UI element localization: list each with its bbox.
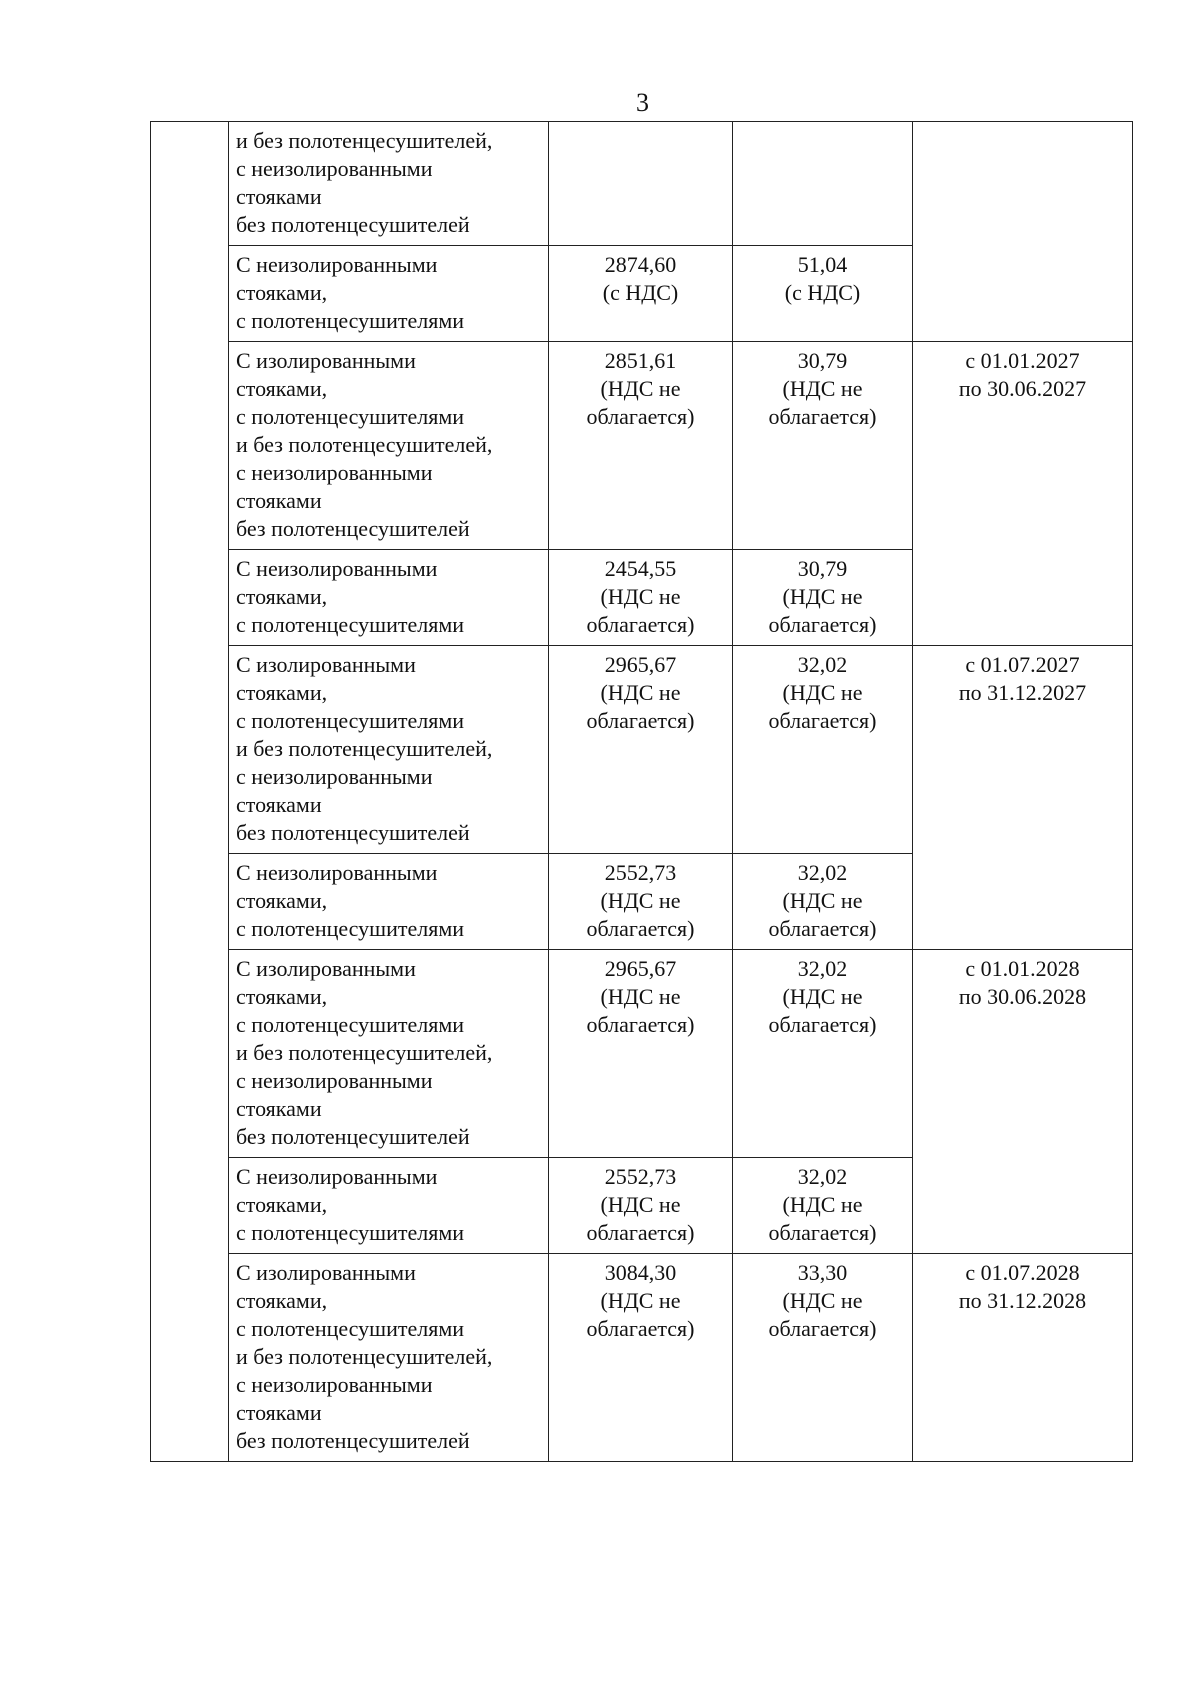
period-line: по 30.06.2028 [958,984,1087,1009]
norm-value-line: (НДС не [782,984,863,1009]
period-cell [913,1254,1133,1462]
norm-value-line: (НДС не [782,680,863,705]
description-cell [229,550,549,646]
desc-line: стояками [236,184,322,209]
desc-line: без полотенцесушителей [236,212,470,237]
desc-line: с полотенцесушителями [236,1012,465,1037]
desc-line: стояками, [236,1192,328,1217]
norm-value-cell [733,646,913,854]
norm-value-cell [733,854,913,950]
desc-line: стояками [236,792,322,817]
norm-value-line: 32,02 [797,652,848,677]
tariff-value-cell [549,1254,733,1462]
tariff-value-line: 2965,67 [604,956,677,981]
norm-value-line: облагается) [768,916,877,941]
tariff-value-line: облагается) [586,708,695,733]
desc-line: с неизолированными [236,156,433,181]
norm-value-line: 30,79 [797,348,848,373]
desc-line: с полотенцесушителями [236,1220,465,1245]
norm-value-cell [733,950,913,1158]
desc-line: без полотенцесушителей [236,1124,470,1149]
desc-line: С изолированными [236,1260,416,1285]
desc-line: с полотенцесушителями [236,1316,465,1341]
desc-line: без полотенцесушителей [236,1428,470,1453]
desc-line: стояками, [236,1288,328,1313]
tariff-value-line: (НДС не [600,1288,681,1313]
norm-value-cell [733,1158,913,1254]
tariff-value-line: 2454,55 [604,556,677,581]
desc-line: и без полотенцесушителей, [236,1040,493,1065]
table-row [151,950,1133,1158]
norm-value-line: облагается) [768,708,877,733]
desc-line: С неизолированными [236,556,438,581]
tariff-table [150,121,1133,1462]
norm-value-line: облагается) [768,1012,877,1037]
tariff-value-line: 2552,73 [604,860,677,885]
norm-value-line: 32,02 [797,1164,848,1189]
tariff-value-line: облагается) [586,916,695,941]
norm-value-line: 30,79 [797,556,848,581]
desc-line: стояками, [236,280,328,305]
tariff-value-line: облагается) [586,1012,695,1037]
period-cell [913,646,1133,950]
table-row [151,342,1133,550]
desc-line: и без полотенцесушителей, [236,736,493,761]
desc-line: стояками, [236,888,328,913]
norm-value-line: облагается) [768,612,877,637]
desc-line: стояками, [236,984,328,1009]
desc-line: С неизолированными [236,860,438,885]
tariff-value-line: облагается) [586,404,695,429]
description-cell [229,1158,549,1254]
tariff-value-line: облагается) [586,1316,695,1341]
norm-value-line: (с НДС) [784,280,861,305]
page-number: 3 [636,88,649,117]
row-number-cell [151,122,229,1462]
tariff-value-cell [549,1158,733,1254]
desc-line: С неизолированными [236,1164,438,1189]
desc-line: стояками, [236,584,328,609]
tariff-value-line: (НДС не [600,376,681,401]
tariff-value-line: (НДС не [600,888,681,913]
tariff-value-line: (с НДС) [602,280,679,305]
table-row [151,122,1133,246]
desc-line: с полотенцесушителями [236,404,465,429]
desc-line: С изолированными [236,652,416,677]
desc-line: с полотенцесушителями [236,708,465,733]
description-cell [229,122,549,246]
tariff-value-cell [549,646,733,854]
description-cell [229,342,549,550]
tariff-value-line: облагается) [586,612,695,637]
norm-value-line: (НДС не [782,376,863,401]
desc-line: без полотенцесушителей [236,516,470,541]
desc-line: стояками [236,1400,322,1425]
desc-line: с неизолированными [236,460,433,485]
norm-value-line: 51,04 [797,252,848,277]
tariff-value-line: 3084,30 [604,1260,677,1285]
desc-line: стояками [236,1096,322,1121]
desc-line: с неизолированными [236,1372,433,1397]
desc-line: без полотенцесушителей [236,820,470,845]
tariff-value-line: (НДС не [600,1192,681,1217]
norm-value-line: (НДС не [782,1192,863,1217]
table-row [151,646,1133,854]
tariff-value-cell [549,550,733,646]
period-cell [913,342,1133,646]
table-row [151,1254,1133,1462]
norm-value-cell [733,550,913,646]
tariff-value-cell [549,122,733,246]
desc-line: с неизолированными [236,1068,433,1093]
norm-value-line: (НДС не [782,888,863,913]
norm-value-line: облагается) [768,404,877,429]
period-line: с 01.07.2028 [965,1260,1080,1285]
description-cell [229,854,549,950]
tariff-value-cell [549,342,733,550]
norm-value-cell [733,1254,913,1462]
description-cell [229,1254,549,1462]
norm-value-cell [733,122,913,246]
desc-line: с неизолированными [236,764,433,789]
norm-value-line: 32,02 [797,860,848,885]
norm-value-line: облагается) [768,1220,877,1245]
tariff-value-cell [549,246,733,342]
norm-value-line: 33,30 [797,1260,848,1285]
description-cell [229,646,549,854]
tariff-value-line: 2552,73 [604,1164,677,1189]
tariff-value-cell [549,950,733,1158]
norm-value-line: (НДС не [782,1288,863,1313]
desc-line: С неизолированными [236,252,438,277]
tariff-value-line: 2965,67 [604,652,677,677]
norm-value-cell [733,342,913,550]
tariff-table-body [151,122,1133,1462]
description-cell [229,246,549,342]
tariff-value-line: облагается) [586,1220,695,1245]
desc-line: с полотенцесушителями [236,612,465,637]
desc-line: с полотенцесушителями [236,916,465,941]
desc-line: стояками, [236,376,328,401]
norm-value-line: 32,02 [797,956,848,981]
desc-line: и без полотенцесушителей, [236,1344,493,1369]
desc-line: С изолированными [236,348,416,373]
period-cell [913,950,1133,1254]
tariff-value-line: (НДС не [600,584,681,609]
description-cell [229,950,549,1158]
desc-line: стояками, [236,680,328,705]
period-line: с 01.01.2027 [965,348,1080,373]
norm-value-line: облагается) [768,1316,877,1341]
period-cell [913,122,1133,342]
period-line: с 01.01.2028 [965,956,1080,981]
desc-line: стояками [236,488,322,513]
tariff-value-line: (НДС не [600,680,681,705]
desc-line: С изолированными [236,956,416,981]
period-line: с 01.07.2027 [965,652,1080,677]
tariff-value-line: 2851,61 [604,348,677,373]
norm-value-line: (НДС не [782,584,863,609]
tariff-value-cell [549,854,733,950]
tariff-value-line: 2874,60 [604,252,677,277]
desc-line: и без полотенцесушителей, [236,128,493,153]
tariff-value-line: (НДС не [600,984,681,1009]
period-line: по 30.06.2027 [958,376,1087,401]
period-line: по 31.12.2028 [958,1288,1087,1313]
desc-line: с полотенцесушителями [236,308,465,333]
desc-line: и без полотенцесушителей, [236,432,493,457]
norm-value-cell [733,246,913,342]
period-line: по 31.12.2027 [958,680,1087,705]
